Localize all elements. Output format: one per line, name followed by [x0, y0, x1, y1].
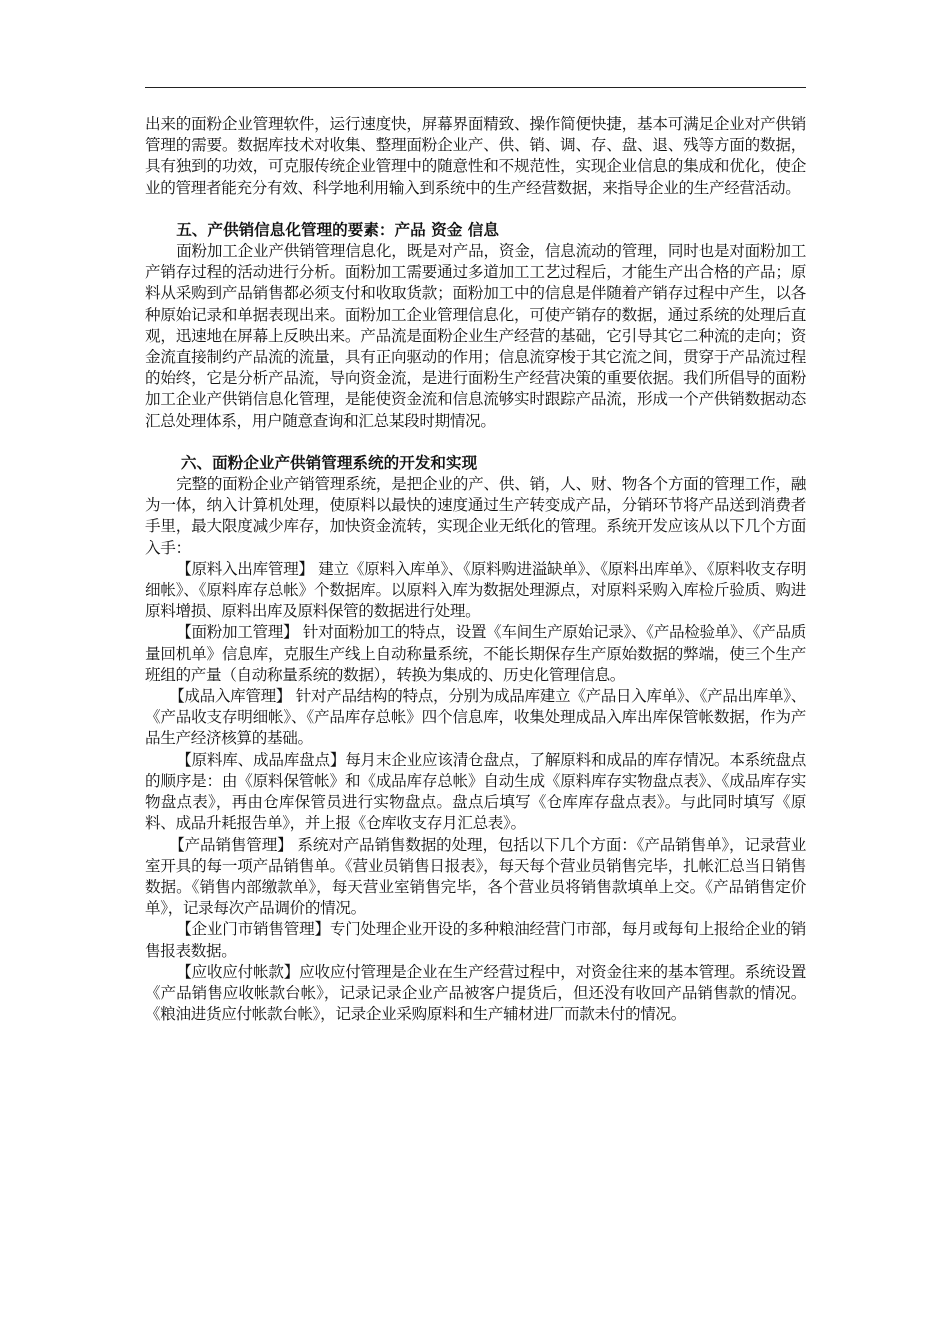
intro-paragraph: 出来的面粉企业管理软件，运行速度快，屏幕界面精致、操作简便快捷，基本可满足企业对产供销管理的需要。数据库技术对收集、整理面粉企业产、供、销、调、存、盘、退、残等方面的数据，具有独到的功效，可克服传统企业管理中的随意性和不规范性，实现企业信息的集成和优化，使企业的管理者能充分有效、科学地利用输入到系统中的生产经营数据，来指导企业的生产经营活动。 [145, 115, 806, 197]
raw-material-inventory-paragraph: 【原料入出库管理】 建立《原料入库单》、《原料购进溢缺单》、《原料出库单》、《原料收支存明细帐》、《原料库存总帐》个数据库。以原料入库为数据处理源点，对原料采购入库检斤验质、购进原料增损、原料出库及原料保管的数据进行处理。 [145, 559, 806, 621]
receivables-payables-paragraph: 【应收应付帐款】应收应付管理是企业在生产经营过程中，对资金往来的基本管理。系统设置《产品销售应收帐款台帐》，记录记录企业产品被客户提货后，但还没有收回产品销售款的情况。《粮油进货应付帐款台帐》，记录企业采购原料和生产辅材进厂而款未付的情况。 [145, 962, 806, 1024]
header-rule [145, 87, 806, 88]
section-six-heading: 六、面粉企业产供销管理系统的开发和实现 [180, 453, 478, 472]
section-five-paragraph: 面粉加工企业产供销管理信息化，既是对产品，资金，信息流动的管理，同时也是对面粉加工产销存过程的活动进行分析。面粉加工需要通过多道加工工艺过程后，才能生产出合格的产品；原料从采购到产品销售都必须支付和收取货款；面粉加工中的信息是伴随着产销存过程中产生，以各种原始记录和单据表现出来。面粉加工企业管理信息化，可使产销存的数据，通过系统的处理后直观，迅速地在屏幕上反映出来。产品流是面粉企业生产经营的基础，它引导其它二种流的走向；资金流直接制约产品流的流量，具有正向驱动的作用；信息流穿梭于其它流之间，贯穿于产品流过程的始终，它是分析产品流，导向资金流，是进行面粉生产经营决策的重要依据。我们所倡导的面粉加工企业产供销信息化管理，是能使资金流和信息流够实时跟踪产品流，形成一个产供销数据动态汇总处理体系，用户随意查询和汇总某段时期情况。 [145, 242, 806, 430]
section-five-heading: 五、产供销信息化管理的要素：产品 资金 信息 [176, 220, 499, 239]
product-sales-paragraph: 【产品销售管理】 系统对产品销售数据的处理，包括以下几个方面：《产品销售单》，记录营业室开具的每一项产品销售单。《营业员销售日报表》，每天每个营业员销售完毕，扎帐汇总当日销售数据。《销售内部缴款单》，每天营业室销售完毕，各个营业员将销售款填单上交。《产品销售定价单》，记录每次产品调价的情况。 [145, 835, 806, 918]
section-six-intro-paragraph: 完整的面粉企业产销管理系统，是把企业的产、供、销，人、财、物各个方面的管理工作，融为一体，纳入计算机处理，使原料以最快的速度通过生产转变成产品，分销环节将产品送到消费者手里，最大限度减少库存，加快资金流转，实现企业无纸化的管理。系统开发应该从以下几个方面入手： [145, 475, 806, 557]
retail-sales-paragraph: 【企业门市销售管理】专门处理企业开设的多种粮油经营门市部，每月或每旬上报给企业的销售报表数据。 [145, 920, 806, 960]
flour-processing-paragraph: 【面粉加工管理】 针对面粉加工的特点，设置《车间生产原始记录》、《产品检验单》、《产品质量回机单》信息库，克服生产线上自动称量系统，不能长期保存生产原始数据的弊端，使三个生产班组的产量（自动称量系统的数据），转换为集成的、历史化管理信息。 [145, 623, 806, 684]
document-body [145, 114, 806, 1025]
finished-goods-paragraph: 【成品入库管理】 针对产品结构的特点，分别为成品库建立《产品日入库单》、《产品出库单》、《产品收支存明细帐》、《产品库存总帐》四个信息库，收集处理成品入库出库保管帐数据，作为产品生产经济核算的基础。 [145, 687, 806, 748]
inventory-count-paragraph: 【原料库、成品库盘点】每月末企业应该清仓盘点，了解原料和成品的库存情况。本系统盘点的顺序是：由《原料保管帐》和《成品库存总帐》自动生成《原料库存实物盘点表》、《成品库存实物盘点表》，再由仓库保管员进行实物盘点。盘点后填写《仓库库存盘点表》。与此同时填写《原料、成品升耗报告单》，并上报《仓库收支存月汇总表》。 [145, 750, 806, 833]
